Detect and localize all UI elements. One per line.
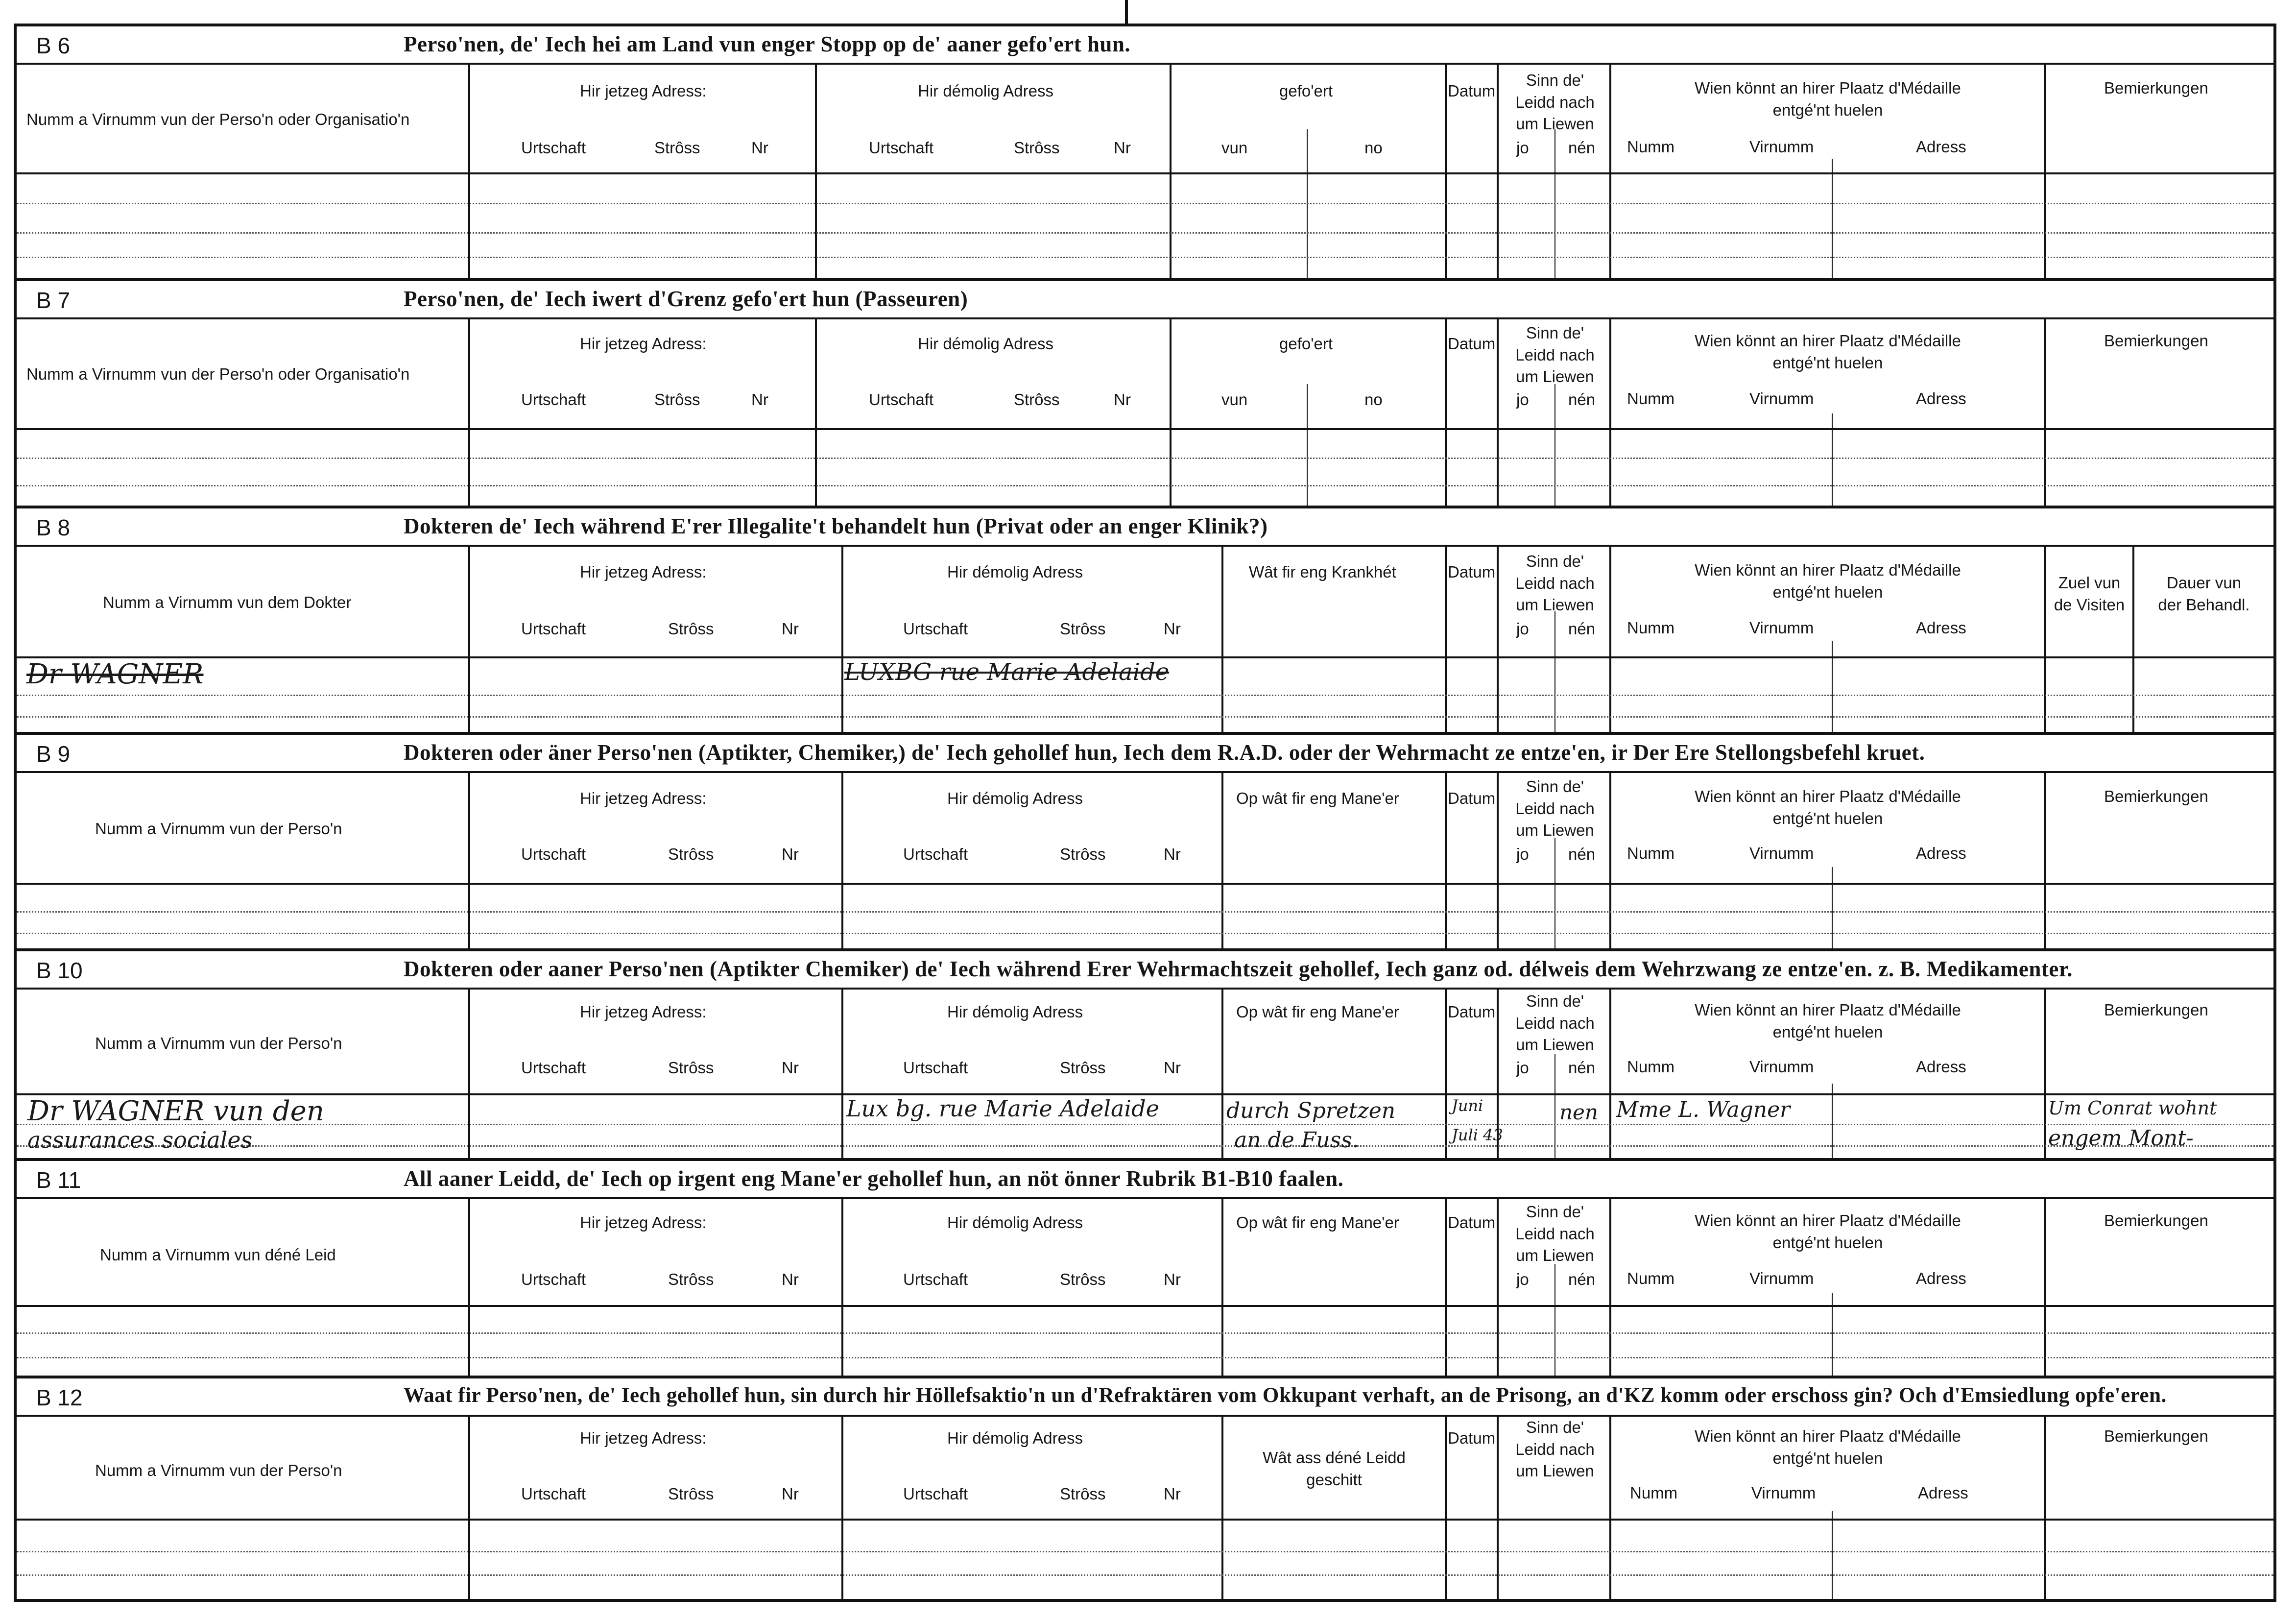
col-died-line: um Liewen (1516, 367, 1594, 386)
col-died-line: um Liewen (1516, 115, 1594, 133)
col-died-line: Sinn de' (1526, 1418, 1584, 1436)
col-street: Strôss (668, 1270, 714, 1288)
col-number: Nr (782, 845, 799, 863)
col-firstname: Virnumm (1749, 138, 1814, 156)
col-medal-header (1611, 999, 2044, 1043)
col-address: Adress (1916, 389, 1966, 408)
handwritten-remarks-line2: engem Mont- (2048, 1126, 2194, 1151)
col-fate-line: Wât ass déné Leidd (1263, 1449, 1406, 1467)
section-title-row (17, 1378, 2273, 1415)
col-street: Strôss (1060, 845, 1106, 863)
col-address: Adress (1916, 1269, 1966, 1287)
col-surname: Numm (1627, 389, 1675, 408)
col-medal-line: Wien könnt an hirer Plaatz d'Médaille (1695, 787, 1961, 805)
col-surname: Numm (1627, 138, 1675, 156)
col-number: Nr (751, 139, 768, 157)
col-to: no (1364, 139, 1383, 157)
col-died-line: um Liewen (1516, 1246, 1594, 1265)
col-address: Adress (1916, 844, 1966, 862)
col-remarks-header: Bemierkungen (2104, 1211, 2208, 1230)
col-former-address-header: Hir démolig Adress (918, 335, 1053, 353)
col-number: Nr (1114, 390, 1131, 409)
section-title: Perso'nen, de' Iech iwert d'Grenz gefo'ert hun (Passeuren) (404, 287, 968, 311)
handwritten-former-address: LUXBG rue Marie Adelaide (844, 658, 1170, 686)
col-locality: Urtschaft (521, 845, 586, 863)
col-number: Nr (1164, 1059, 1181, 1077)
col-medal-line: entgé'nt huelen (1772, 353, 1883, 372)
col-died-line: um Liewen (1516, 1462, 1594, 1480)
col-no: nén (1568, 1059, 1596, 1077)
col-street: Strôss (1060, 1485, 1106, 1503)
section-title-row (17, 26, 2273, 63)
col-current-address-header: Hir jetzeg Adress: (580, 1429, 707, 1447)
col-died-header (1501, 322, 1609, 388)
section-b6 (17, 26, 2273, 281)
col-duration-line: Dauer vun (2166, 574, 2242, 592)
col-duration-line: der Behandl. (2158, 595, 2250, 614)
section-code: B 10 (36, 958, 83, 983)
col-street: Strôss (654, 390, 700, 409)
col-locality: Urtschaft (521, 139, 586, 157)
col-died-header (1501, 551, 1609, 616)
col-street: Strôss (668, 845, 714, 863)
col-number: Nr (1114, 139, 1131, 157)
col-manner-header: Op wât fir eng Mane'er (1236, 789, 1399, 807)
col-from: vun (1221, 139, 1248, 157)
section-title: Waat fir Perso'nen, de' Iech gehollef hun, sin durch hir Höllefsaktio'n un d'Refraktären vom Okkupant verhaft, an de Prisong, an d'KZ komm oder erschoss gin? Och d'Emsiedlung opfe'eren. (404, 1384, 2167, 1407)
col-died-header (1501, 1201, 1609, 1267)
col-firstname: Virnumm (1749, 1058, 1814, 1076)
col-medal-line: entgé'nt huelen (1772, 1449, 1883, 1467)
col-from: vun (1221, 390, 1248, 409)
col-medal-line: entgé'nt huelen (1772, 582, 1883, 601)
col-manner-header: Op wât fir eng Mane'er (1236, 1213, 1399, 1232)
col-medal-line: Wien könnt an hirer Plaatz d'Médaille (1695, 332, 1961, 350)
col-address: Adress (1916, 138, 1966, 156)
col-no: nén (1568, 1270, 1596, 1288)
col-street: Strôss (668, 620, 714, 638)
col-number: Nr (782, 1485, 799, 1503)
col-street: Strôss (1060, 1270, 1106, 1288)
col-duration-header (2134, 572, 2273, 616)
section-b7 (17, 281, 2273, 508)
col-yes: jo (1516, 1059, 1529, 1077)
col-medal-line: entgé'nt huelen (1772, 1233, 1883, 1252)
handwritten-name-line2: assurances sociales (27, 1127, 253, 1153)
col-surname: Numm (1630, 1484, 1678, 1502)
section-code: B 11 (36, 1167, 81, 1193)
col-locality: Urtschaft (521, 1270, 586, 1288)
col-street: Strôss (1014, 139, 1060, 157)
col-date-header: Datum (1448, 563, 1496, 581)
col-died-line: Leidd nach (1515, 1440, 1595, 1458)
col-yes: jo (1516, 390, 1529, 409)
col-locality: Urtschaft (903, 1485, 968, 1503)
col-died-header (1501, 991, 1609, 1056)
col-former-address-header: Hir démolig Adress (947, 1213, 1083, 1232)
col-died-header (1501, 1417, 1609, 1482)
col-remarks-header: Bemierkungen (2104, 1427, 2208, 1445)
col-visits-line: Zuel vun (2058, 574, 2121, 592)
handwritten-medal-recipient: Mme L. Wagner (1616, 1097, 1791, 1122)
col-died-line: Leidd nach (1515, 345, 1595, 364)
col-number: Nr (782, 620, 799, 638)
handwritten-date-line2: Juli 43 (1452, 1126, 1503, 1144)
col-number: Nr (751, 390, 768, 409)
col-date-header: Datum (1448, 82, 1496, 100)
section-title: Perso'nen, de' Iech hei am Land vun enger Stopp op de' aaner gefo'ert hun. (404, 32, 1131, 56)
handwritten-doctor-name: Dr WAGNER (26, 658, 204, 690)
col-surname: Numm (1627, 619, 1675, 637)
col-date-header: Datum (1448, 789, 1496, 807)
col-name-header: Numm a Virnumm vun der Perso'n oder Organisatio'n (26, 365, 410, 383)
col-remarks-header: Bemierkungen (2104, 332, 2208, 350)
col-visits-header (2046, 572, 2132, 616)
col-died-line: um Liewen (1516, 821, 1594, 840)
col-firstname: Virnumm (1749, 1269, 1814, 1287)
col-surname: Numm (1627, 844, 1675, 862)
col-locality: Urtschaft (869, 139, 934, 157)
col-died-line: Sinn de' (1526, 992, 1584, 1010)
handwritten-date-line1: Juni (1452, 1096, 1483, 1115)
col-street: Strôss (668, 1059, 714, 1077)
handwritten-remarks-line1: Um Conrat wohnt (2048, 1097, 2217, 1119)
col-surname: Numm (1627, 1269, 1675, 1287)
section-b9 (17, 735, 2273, 951)
col-firstname: Virnumm (1749, 619, 1814, 637)
col-date-header: Datum (1448, 1213, 1496, 1232)
handwritten-name-line1: Dr WAGNER vun den (27, 1095, 324, 1127)
col-date-header: Datum (1448, 1003, 1496, 1021)
col-date-header: Datum (1448, 335, 1496, 353)
col-surname: Numm (1627, 1058, 1675, 1076)
col-former-address-header: Hir démolig Adress (947, 789, 1083, 807)
col-current-address-header: Hir jetzeg Adress: (580, 82, 707, 100)
col-to: no (1364, 390, 1383, 409)
handwritten-former-address: Lux bg. rue Marie Adelaide (846, 1095, 1159, 1122)
col-firstname: Virnumm (1751, 1484, 1816, 1502)
col-died-line: um Liewen (1516, 596, 1594, 614)
col-medal-line: Wien könnt an hirer Plaatz d'Médaille (1695, 79, 1961, 97)
col-current-address-header: Hir jetzeg Adress: (580, 335, 707, 353)
handwritten-manner-line2: an de Fuss. (1234, 1128, 1359, 1153)
col-medal-header (1611, 77, 2044, 121)
col-yes: jo (1516, 845, 1529, 863)
col-remarks-header: Bemierkungen (2104, 787, 2208, 805)
col-medal-line: entgé'nt huelen (1772, 100, 1883, 119)
section-b12 (17, 1378, 2273, 1602)
col-remarks-header: Bemierkungen (2104, 1001, 2208, 1019)
col-remarks-header: Bemierkungen (2104, 79, 2208, 97)
section-title-row (17, 951, 2273, 988)
col-died-line: Leidd nach (1515, 93, 1595, 111)
col-medal-line: Wien könnt an hirer Plaatz d'Médaille (1695, 561, 1961, 579)
col-locality: Urtschaft (903, 620, 968, 638)
col-date-header: Datum (1448, 1429, 1496, 1447)
section-title: Dokteren oder aaner Perso'nen (Aptikter Chemiker) de' Iech während Erer Wehrmachtszeit gehollef, Iech ganz od. délweis dem Wehrzwang ze entze'en. z. B. Medikamenter. (404, 957, 2073, 981)
col-medal-header (1611, 559, 2044, 603)
top-tick-mark (1125, 0, 1128, 24)
col-yes: jo (1516, 139, 1529, 157)
col-number: Nr (1164, 620, 1181, 638)
col-fate-header (1223, 1447, 1445, 1491)
col-died-line: Sinn de' (1526, 552, 1584, 570)
section-title-row (17, 281, 2273, 317)
col-locality: Urtschaft (903, 1270, 968, 1288)
col-street: Strôss (1014, 390, 1060, 409)
col-medal-header (1611, 330, 2044, 374)
col-locality: Urtschaft (903, 1059, 968, 1077)
col-died-line: Sinn de' (1526, 71, 1584, 89)
col-yes: jo (1516, 620, 1529, 638)
col-current-address-header: Hir jetzeg Adress: (580, 789, 707, 807)
col-former-address-header: Hir démolig Adress (947, 563, 1083, 581)
col-name-header: Numm a Virnumm vun der Perso'n (95, 1034, 342, 1052)
section-title: Dokteren de' Iech während E'rer Illegalite't behandelt hun (Privat oder an enger Klinik?) (404, 514, 1268, 538)
section-b8 (17, 508, 2273, 735)
col-medal-line: Wien könnt an hirer Plaatz d'Médaille (1695, 1001, 1961, 1019)
col-died-line: Sinn de' (1526, 324, 1584, 342)
col-name-header: Numm a Virnumm vun der Perso'n (95, 1461, 342, 1479)
col-medal-line: entgé'nt huelen (1772, 809, 1883, 827)
col-locality: Urtschaft (903, 845, 968, 863)
col-former-address-header: Hir démolig Adress (918, 82, 1053, 100)
col-address: Adress (1918, 1484, 1968, 1502)
section-title-row (17, 735, 2273, 771)
col-locality: Urtschaft (521, 1059, 586, 1077)
col-medal-line: entgé'nt huelen (1772, 1022, 1883, 1041)
section-code: B 6 (36, 33, 71, 58)
col-firstname: Virnumm (1749, 389, 1814, 408)
col-died-header (1501, 70, 1609, 135)
col-locality: Urtschaft (521, 1485, 586, 1503)
handwritten-no-mark: nen (1559, 1100, 1598, 1124)
section-code: B 8 (36, 515, 71, 540)
col-no: nén (1568, 139, 1596, 157)
col-no: nén (1568, 620, 1596, 638)
col-died-line: Leidd nach (1515, 1224, 1595, 1243)
section-title-row (17, 1161, 2273, 1197)
col-died-line: Leidd nach (1515, 799, 1595, 818)
col-died-line: um Liewen (1516, 1036, 1594, 1054)
col-medal-header (1611, 1426, 2044, 1469)
col-current-address-header: Hir jetzeg Adress: (580, 1213, 707, 1232)
section-b11 (17, 1161, 2273, 1378)
col-former-address-header: Hir démolig Adress (947, 1429, 1083, 1447)
col-medal-header (1611, 786, 2044, 829)
col-address: Adress (1916, 1058, 1966, 1076)
col-no: nén (1568, 390, 1596, 409)
col-name-header: Numm a Virnumm vun déné Leid (100, 1246, 336, 1264)
section-title-row (17, 508, 2273, 545)
col-medal-header (1611, 1210, 2044, 1254)
section-b10 (17, 951, 2273, 1161)
col-fate-line: geschitt (1306, 1470, 1362, 1489)
col-died-line: Leidd nach (1515, 574, 1595, 592)
col-former-address-header: Hir démolig Adress (947, 1003, 1083, 1021)
col-number: Nr (1164, 1485, 1181, 1503)
col-guided-header: gefo'ert (1279, 82, 1333, 100)
col-street: Strôss (668, 1485, 714, 1503)
col-guided-header: gefo'ert (1279, 335, 1333, 353)
col-current-address-header: Hir jetzeg Adress: (580, 563, 707, 581)
col-medal-line: Wien könnt an hirer Plaatz d'Médaille (1695, 1427, 1961, 1445)
section-code: B 12 (36, 1385, 83, 1410)
col-firstname: Virnumm (1749, 844, 1814, 862)
col-number: Nr (782, 1059, 799, 1077)
col-visits-line: de Visiten (2054, 595, 2125, 614)
section-code: B 7 (36, 288, 71, 313)
section-code: B 9 (36, 741, 71, 767)
col-number: Nr (1164, 845, 1181, 863)
col-name-header: Numm a Virnumm vun der Perso'n (95, 820, 342, 838)
col-illness-header: Wât fir eng Krankhét (1249, 563, 1396, 581)
col-number: Nr (1164, 1270, 1181, 1288)
col-number: Nr (782, 1270, 799, 1288)
col-street: Strôss (654, 139, 700, 157)
section-title: Dokteren oder äner Perso'nen (Aptikter, Chemiker,) de' Iech gehollef hun, Iech dem R.A.D. oder der Wehrmacht ze entze'en, ir Der Ere Stellongsbefehl kruet. (404, 740, 1925, 765)
col-yes: jo (1516, 1270, 1529, 1288)
col-name-header: Numm a Virnumm vun dem Dokter (103, 593, 352, 611)
col-name-header: Numm a Virnumm vun der Perso'n oder Organisatio'n (26, 110, 410, 128)
col-locality: Urtschaft (521, 390, 586, 409)
col-street: Strôss (1060, 1059, 1106, 1077)
col-died-header (1501, 776, 1609, 842)
col-street: Strôss (1060, 620, 1106, 638)
col-address: Adress (1916, 619, 1966, 637)
col-manner-header: Op wât fir eng Mane'er (1236, 1003, 1399, 1021)
col-medal-line: Wien könnt an hirer Plaatz d'Médaille (1695, 1211, 1961, 1230)
col-locality: Urtschaft (521, 620, 586, 638)
col-died-line: Leidd nach (1515, 1014, 1595, 1032)
col-died-line: Sinn de' (1526, 777, 1584, 796)
section-title: All aaner Leidd, de' Iech op irgent eng Mane'er gehollef hun, an nöt önner Rubrik B1-B10 faalen. (404, 1166, 1344, 1191)
col-locality: Urtschaft (869, 390, 934, 409)
col-died-line: Sinn de' (1526, 1203, 1584, 1221)
col-current-address-header: Hir jetzeg Adress: (580, 1003, 707, 1021)
handwritten-manner-line1: durch Spretzen (1226, 1098, 1396, 1123)
col-no: nén (1568, 845, 1596, 863)
